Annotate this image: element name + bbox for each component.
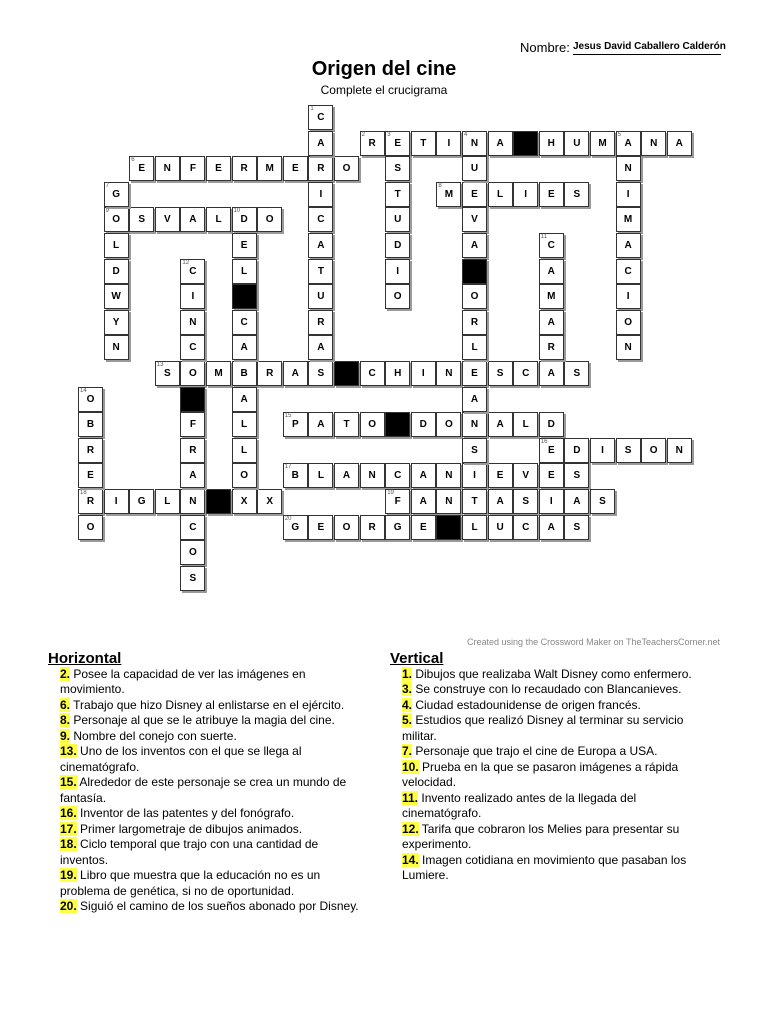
clue-text: Siguió el camino de los sueños abonado por Disney. bbox=[76, 899, 359, 913]
horizontal-clue bbox=[60, 868, 368, 899]
letter-cell[interactable]: A bbox=[488, 489, 513, 514]
letter-cell[interactable]: N bbox=[616, 335, 641, 360]
letter-cell[interactable]: B bbox=[232, 361, 257, 386]
letter-cell[interactable]: O bbox=[360, 412, 385, 437]
letter-cell[interactable]: U bbox=[385, 207, 410, 232]
letter-cell[interactable]: E bbox=[462, 182, 487, 207]
letter-cell[interactable]: E 16 bbox=[539, 438, 564, 463]
letter-cell[interactable]: E bbox=[232, 233, 257, 258]
letter-cell[interactable]: I bbox=[104, 489, 129, 514]
clue-number-highlight: 14. bbox=[402, 852, 419, 867]
letter-cell[interactable]: N bbox=[155, 156, 180, 181]
letter-cell[interactable]: E bbox=[539, 463, 564, 488]
clue-number: 15 bbox=[284, 413, 292, 420]
letter-cell[interactable]: E bbox=[206, 156, 231, 181]
letter-cell[interactable]: R bbox=[180, 438, 205, 463]
clue-number: 12 bbox=[182, 259, 190, 266]
letter-cell[interactable]: C 12 bbox=[180, 259, 205, 284]
letter-cell[interactable]: C bbox=[308, 207, 333, 232]
letter-cell[interactable]: A bbox=[462, 387, 487, 412]
letter-cell[interactable]: T bbox=[411, 131, 436, 156]
letter-cell[interactable]: V bbox=[513, 463, 538, 488]
clue-text: Dibujos que realizaba Walt Disney como enfermero. bbox=[412, 666, 692, 681]
letter-cell[interactable]: N bbox=[667, 438, 692, 463]
horizontal-clue bbox=[60, 713, 368, 729]
clue-number: 11 bbox=[540, 234, 548, 240]
letter-cell[interactable]: N bbox=[641, 131, 666, 156]
letter-cell[interactable]: M 8 bbox=[436, 182, 461, 207]
letter-cell[interactable]: W bbox=[104, 284, 129, 309]
clue-text: Estudios que realizó Disney al terminar su servicio militar. bbox=[402, 713, 684, 743]
vertical-clue-list bbox=[390, 667, 710, 884]
letter-cell[interactable]: O bbox=[257, 207, 282, 232]
clue-number-highlight: 7. bbox=[402, 744, 413, 758]
letter-cell[interactable]: I bbox=[539, 489, 564, 514]
letter-cell[interactable]: S bbox=[513, 489, 538, 514]
vertical-clue bbox=[402, 713, 710, 744]
letter-cell[interactable]: B bbox=[78, 412, 103, 437]
letter-cell[interactable]: I bbox=[308, 182, 333, 207]
letter-cell[interactable]: A bbox=[488, 131, 513, 156]
clue-text: Personaje que trajo el cine de Europa a USA. bbox=[412, 744, 658, 758]
letter-cell[interactable]: G bbox=[129, 489, 154, 514]
letter-cell[interactable]: U bbox=[488, 515, 513, 540]
letter-cell[interactable]: I bbox=[385, 259, 410, 284]
letter-cell[interactable]: A bbox=[283, 361, 308, 386]
clue-text: Trabajo que hizo Disney al enlistarse en el ejército. bbox=[70, 697, 345, 712]
horizontal-clue bbox=[60, 775, 368, 806]
letter-cell[interactable]: N bbox=[360, 463, 385, 488]
clue-text: Uno de los inventos con el que se llega al cinematógrafo. bbox=[60, 744, 302, 774]
letter-cell[interactable]: A bbox=[308, 131, 333, 156]
letter-cell[interactable]: O bbox=[462, 284, 487, 309]
clue-text: Tarifa que cobraron los Melies para presentar su experimento. bbox=[402, 821, 680, 851]
clue-number-highlight: 3. bbox=[402, 682, 413, 696]
letter-cell[interactable]: O 14 bbox=[78, 387, 103, 412]
letter-cell[interactable]: A bbox=[411, 489, 436, 514]
letter-cell[interactable]: C bbox=[232, 310, 257, 335]
letter-cell[interactable]: E bbox=[308, 515, 333, 540]
letter-cell[interactable]: O bbox=[232, 463, 257, 488]
clue-number: 19 bbox=[387, 490, 394, 496]
letter-cell[interactable]: D bbox=[539, 412, 564, 437]
horizontal-clue bbox=[60, 837, 368, 868]
clue-number: 7 bbox=[105, 182, 109, 189]
letter-cell[interactable]: C 1 bbox=[308, 105, 333, 130]
letter-cell[interactable]: E bbox=[462, 361, 487, 386]
vertical-clue bbox=[402, 791, 710, 822]
name-label: Nombre: bbox=[520, 40, 570, 55]
horizontal-clue-list bbox=[48, 667, 368, 915]
horizontal-clue bbox=[60, 667, 368, 698]
letter-cell[interactable]: L bbox=[462, 335, 487, 360]
letter-cell[interactable]: S bbox=[590, 489, 615, 514]
vertical-clue bbox=[402, 853, 710, 884]
letter-cell[interactable]: U bbox=[462, 156, 487, 181]
clue-number: 9 bbox=[105, 208, 109, 215]
black-cell bbox=[206, 489, 231, 514]
letter-cell[interactable]: A bbox=[334, 463, 359, 488]
letter-cell[interactable]: O bbox=[616, 310, 641, 335]
horizontal-clue bbox=[60, 729, 368, 745]
letter-cell[interactable]: N bbox=[616, 156, 641, 181]
letter-cell[interactable]: A bbox=[232, 335, 257, 360]
clue-number-highlight: 18. bbox=[60, 837, 77, 851]
letter-cell[interactable]: N bbox=[180, 489, 205, 514]
letter-cell[interactable]: E bbox=[78, 463, 103, 488]
letter-cell[interactable]: R bbox=[78, 438, 103, 463]
page-subtitle: Complete el crucigrama bbox=[320, 83, 448, 97]
letter-cell[interactable]: E 6 bbox=[129, 156, 154, 181]
clue-number: 18 bbox=[80, 490, 87, 496]
clue-text: Posee la capacidad de ver las imágenes en movimiento. bbox=[60, 666, 306, 696]
letter-cell[interactable]: B 17 bbox=[283, 463, 308, 488]
black-cell bbox=[385, 412, 410, 437]
clue-number: 3 bbox=[387, 131, 391, 138]
letter-cell[interactable]: I bbox=[462, 463, 487, 488]
clue-number-highlight: 19. bbox=[60, 868, 77, 882]
clue-text: Ciclo temporal que trajo con una cantidad de inventos. bbox=[60, 837, 319, 867]
letter-cell[interactable]: A bbox=[564, 489, 589, 514]
vertical-clue bbox=[402, 667, 710, 683]
clue-number: 2 bbox=[361, 131, 365, 138]
horizontal-clue bbox=[60, 899, 368, 915]
letter-cell[interactable]: S bbox=[180, 566, 205, 591]
letter-cell[interactable]: A bbox=[539, 515, 564, 540]
letter-cell[interactable]: C bbox=[616, 259, 641, 284]
letter-cell[interactable]: O bbox=[78, 515, 103, 540]
horizontal-clue bbox=[60, 698, 368, 714]
letter-cell[interactable]: N bbox=[436, 361, 461, 386]
letter-cell[interactable]: X bbox=[232, 489, 257, 514]
horizontal-clue bbox=[60, 822, 368, 838]
letter-cell[interactable]: V bbox=[155, 207, 180, 232]
letter-cell[interactable]: F bbox=[180, 412, 205, 437]
letter-cell[interactable]: L bbox=[232, 412, 257, 437]
letter-cell[interactable]: F bbox=[180, 156, 205, 181]
clue-number-highlight: 2. bbox=[60, 666, 71, 681]
clue-number-highlight: 20. bbox=[60, 899, 77, 913]
letter-cell[interactable]: G bbox=[385, 515, 410, 540]
letter-cell[interactable]: S bbox=[616, 438, 641, 463]
letter-cell[interactable]: S bbox=[564, 361, 589, 386]
black-cell bbox=[436, 515, 461, 540]
letter-cell[interactable]: L bbox=[232, 259, 257, 284]
letter-cell[interactable]: A bbox=[616, 233, 641, 258]
clue-text: Libro que muestra que la educación no es un problema de genética, si no de oportunidad. bbox=[60, 868, 321, 898]
letter-cell[interactable]: A bbox=[180, 463, 205, 488]
letter-cell[interactable]: I bbox=[513, 182, 538, 207]
letter-cell[interactable]: R bbox=[257, 361, 282, 386]
letter-cell[interactable]: A bbox=[308, 233, 333, 258]
clue-number-highlight: 1. bbox=[402, 666, 413, 681]
letter-cell[interactable]: H bbox=[385, 361, 410, 386]
letter-cell[interactable]: O bbox=[180, 361, 205, 386]
black-cell bbox=[232, 284, 257, 309]
letter-cell[interactable]: L bbox=[232, 438, 257, 463]
clue-text: Invento realizado antes de la llegada del cinematógrafo. bbox=[402, 790, 637, 820]
clue-text: Alrededor de este personaje se crea un mundo de fantasía. bbox=[60, 775, 347, 805]
letter-cell[interactable]: L bbox=[104, 233, 129, 258]
credit-text: Created using the Crossword Maker on TheTeachersCorner.net bbox=[467, 637, 720, 647]
letter-cell[interactable]: I bbox=[590, 438, 615, 463]
letter-cell[interactable]: D bbox=[104, 259, 129, 284]
clue-number-highlight: 4. bbox=[402, 697, 413, 712]
letter-cell[interactable]: L bbox=[308, 463, 333, 488]
vertical-clue bbox=[402, 760, 710, 791]
letter-cell[interactable]: R 2 bbox=[360, 131, 385, 156]
letter-cell[interactable]: A bbox=[488, 412, 513, 437]
letter-cell[interactable]: L bbox=[488, 182, 513, 207]
letter-cell[interactable]: S bbox=[564, 463, 589, 488]
letter-cell[interactable]: X bbox=[257, 489, 282, 514]
page-title: Origen del cine bbox=[311, 58, 457, 80]
letter-cell[interactable]: A bbox=[667, 131, 692, 156]
clue-number-highlight: 17. bbox=[60, 821, 77, 836]
clue-number: 14 bbox=[80, 387, 87, 394]
letter-cell[interactable]: E bbox=[488, 463, 513, 488]
letter-cell[interactable]: M bbox=[616, 207, 641, 232]
letter-cell[interactable]: A 5 bbox=[616, 131, 641, 156]
letter-cell[interactable]: F 19 bbox=[385, 489, 410, 514]
letter-cell[interactable]: R bbox=[308, 156, 333, 181]
clue-number: 4 bbox=[464, 131, 468, 138]
letter-cell[interactable]: O bbox=[436, 412, 461, 437]
black-cell bbox=[462, 259, 487, 284]
letter-cell[interactable]: M bbox=[257, 156, 282, 181]
letter-cell[interactable]: M bbox=[539, 284, 564, 309]
letter-cell[interactable]: A bbox=[539, 361, 564, 386]
letter-cell[interactable]: D bbox=[564, 438, 589, 463]
letter-cell[interactable]: I bbox=[180, 284, 205, 309]
horizontal-clue bbox=[60, 806, 368, 822]
letter-cell[interactable]: U bbox=[308, 284, 333, 309]
letter-cell[interactable]: C bbox=[513, 361, 538, 386]
clue-number-highlight: 12. bbox=[402, 821, 419, 836]
clue-number: 16 bbox=[540, 438, 548, 445]
clue-number-highlight: 6. bbox=[60, 697, 71, 712]
letter-cell[interactable]: C bbox=[180, 335, 205, 360]
letter-cell[interactable]: S bbox=[488, 361, 513, 386]
letter-cell[interactable]: T bbox=[308, 259, 333, 284]
letter-cell[interactable]: A bbox=[232, 387, 257, 412]
letter-cell[interactable]: E bbox=[539, 182, 564, 207]
black-cell bbox=[334, 361, 359, 386]
letter-cell[interactable]: O bbox=[334, 515, 359, 540]
letter-cell[interactable]: R bbox=[232, 156, 257, 181]
letter-cell[interactable]: S bbox=[308, 361, 333, 386]
vertical-clue bbox=[402, 698, 710, 714]
letter-cell[interactable]: A bbox=[539, 259, 564, 284]
letter-cell[interactable]: O bbox=[180, 540, 205, 565]
letter-cell[interactable]: S bbox=[564, 182, 589, 207]
letter-cell[interactable]: R 18 bbox=[78, 489, 103, 514]
horizontal-heading: Horizontal bbox=[48, 650, 122, 667]
letter-cell[interactable]: I bbox=[616, 284, 641, 309]
letter-cell[interactable]: N bbox=[180, 310, 205, 335]
clue-text: Imagen cotidiana en movimiento que pasaban los Lumiere. bbox=[402, 852, 687, 882]
letter-cell[interactable]: C bbox=[360, 361, 385, 386]
clue-number: 13 bbox=[156, 362, 164, 368]
clue-number-highlight: 11. bbox=[402, 790, 419, 805]
clue-number-highlight: 13. bbox=[60, 744, 77, 758]
vertical-clue bbox=[402, 822, 710, 853]
clue-text: Se construye con lo recaudado con Blancanieves. bbox=[412, 682, 682, 696]
letter-cell[interactable]: G 20 bbox=[283, 515, 308, 540]
letter-cell[interactable]: C 11 bbox=[539, 233, 564, 258]
letter-cell[interactable]: L bbox=[206, 207, 231, 232]
clue-text: Inventor de las patentes y del fonógrafo. bbox=[76, 806, 295, 820]
letter-cell[interactable]: O bbox=[334, 156, 359, 181]
letter-cell[interactable]: S bbox=[462, 438, 487, 463]
clue-number: 17 bbox=[284, 464, 292, 471]
name-value[interactable]: Jesus David Caballero Calderón bbox=[573, 41, 721, 55]
letter-cell[interactable]: M bbox=[590, 131, 615, 156]
letter-cell[interactable]: E bbox=[283, 156, 308, 181]
letter-cell[interactable]: I bbox=[436, 131, 461, 156]
letter-cell[interactable]: M bbox=[206, 361, 231, 386]
clue-text: Primer largometraje de dibujos animados. bbox=[76, 821, 303, 836]
horizontal-clues bbox=[48, 651, 368, 915]
black-cell bbox=[180, 387, 205, 412]
letter-cell[interactable]: P 15 bbox=[283, 412, 308, 437]
letter-cell[interactable]: S bbox=[564, 515, 589, 540]
letter-cell[interactable]: N bbox=[436, 489, 461, 514]
letter-cell[interactable]: C bbox=[385, 463, 410, 488]
letter-cell[interactable]: R bbox=[308, 310, 333, 335]
letter-cell[interactable]: L bbox=[513, 412, 538, 437]
letter-cell[interactable]: N 4 bbox=[462, 131, 487, 156]
clue-number-highlight: 10. bbox=[402, 759, 419, 774]
letter-cell[interactable]: G 7 bbox=[104, 182, 129, 207]
vertical-clues bbox=[390, 651, 710, 884]
letter-cell[interactable]: T bbox=[385, 182, 410, 207]
letter-cell[interactable]: R bbox=[360, 515, 385, 540]
clue-number: 8 bbox=[438, 182, 442, 189]
letter-cell[interactable]: C bbox=[180, 515, 205, 540]
letter-cell[interactable]: A bbox=[539, 310, 564, 335]
letter-cell[interactable]: A bbox=[462, 233, 487, 258]
letter-cell[interactable]: T bbox=[334, 412, 359, 437]
clue-text: Nombre del conejo con suerte. bbox=[70, 728, 237, 743]
letter-cell[interactable]: S 13 bbox=[155, 361, 180, 386]
clue-number-highlight: 5. bbox=[402, 713, 413, 727]
letter-cell[interactable]: A bbox=[308, 335, 333, 360]
clue-number: 20 bbox=[284, 515, 292, 522]
letter-cell[interactable]: I bbox=[411, 361, 436, 386]
letter-cell[interactable]: R bbox=[462, 310, 487, 335]
letter-cell[interactable]: S bbox=[129, 207, 154, 232]
letter-cell[interactable]: R bbox=[539, 335, 564, 360]
letter-cell[interactable]: U bbox=[564, 131, 589, 156]
letter-cell[interactable]: E bbox=[411, 515, 436, 540]
clue-text: Personaje al que se le atribuye la magia del cine. bbox=[70, 713, 335, 727]
letter-cell[interactable]: O 9 bbox=[104, 207, 129, 232]
letter-cell[interactable]: L bbox=[155, 489, 180, 514]
clue-number: 6 bbox=[131, 157, 135, 164]
letter-cell[interactable]: C bbox=[513, 515, 538, 540]
clue-number-highlight: 16. bbox=[60, 806, 77, 820]
letter-cell[interactable]: I bbox=[616, 182, 641, 207]
clue-number: 10 bbox=[233, 208, 241, 215]
clue-number: 1 bbox=[310, 106, 314, 112]
letter-cell[interactable]: S bbox=[385, 156, 410, 181]
letter-cell[interactable]: Y bbox=[104, 310, 129, 335]
letter-cell[interactable]: A bbox=[180, 207, 205, 232]
letter-cell[interactable]: E 3 bbox=[385, 131, 410, 156]
letter-cell[interactable]: A bbox=[308, 412, 333, 437]
letter-cell[interactable]: A bbox=[411, 463, 436, 488]
letter-cell[interactable]: D bbox=[411, 412, 436, 437]
horizontal-clue bbox=[60, 744, 368, 775]
clue-number-highlight: 15. bbox=[60, 775, 77, 789]
letter-cell[interactable]: T bbox=[462, 489, 487, 514]
letter-cell[interactable]: O bbox=[385, 284, 410, 309]
letter-cell[interactable]: L bbox=[462, 515, 487, 540]
letter-cell[interactable]: H bbox=[539, 131, 564, 156]
letter-cell[interactable]: N bbox=[462, 412, 487, 437]
vertical-clue bbox=[402, 744, 710, 760]
letter-cell[interactable]: N bbox=[104, 335, 129, 360]
letter-cell[interactable]: O bbox=[641, 438, 666, 463]
black-cell bbox=[513, 131, 538, 156]
letter-cell[interactable]: V bbox=[462, 207, 487, 232]
clue-text: Prueba en la que se pasaron imágenes a rápida velocidad. bbox=[402, 759, 679, 789]
clue-number-highlight: 8. bbox=[60, 713, 71, 727]
letter-cell[interactable]: D bbox=[385, 233, 410, 258]
vertical-clue bbox=[402, 682, 710, 698]
vertical-heading: Vertical bbox=[390, 650, 444, 667]
clue-text: Ciudad estadounidense de origen francés. bbox=[412, 697, 641, 712]
letter-cell[interactable]: D 10 bbox=[232, 207, 257, 232]
clue-number: 5 bbox=[617, 131, 621, 138]
clue-number-highlight: 9. bbox=[60, 728, 71, 743]
letter-cell[interactable]: N bbox=[436, 463, 461, 488]
